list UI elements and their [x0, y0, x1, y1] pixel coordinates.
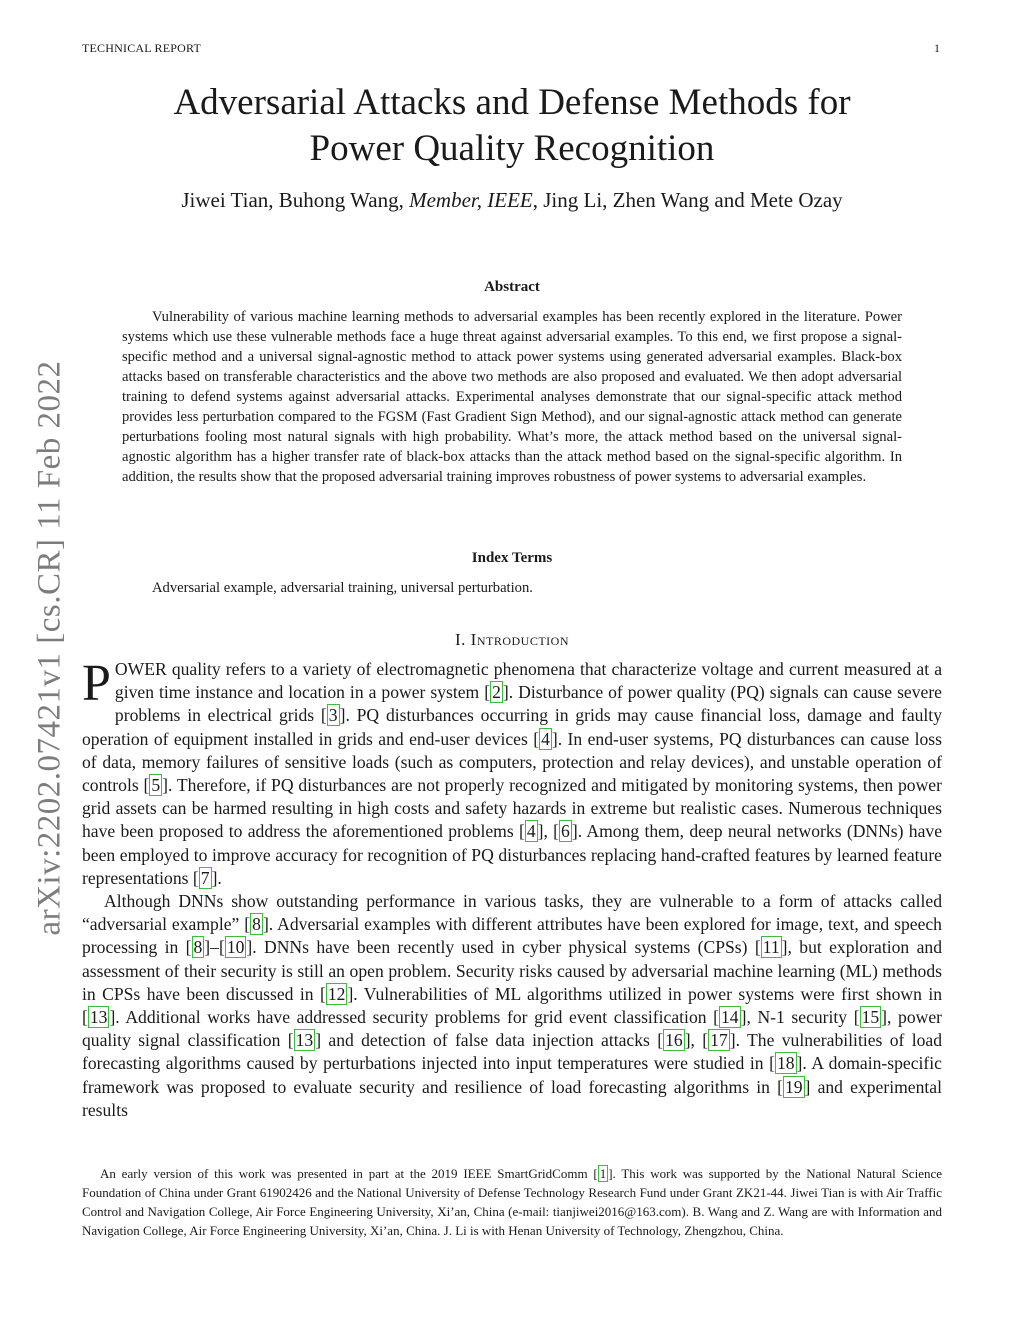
authors-part-1: Jiwei Tian, Buhong Wang, — [181, 188, 410, 212]
citation-link[interactable]: 14 — [721, 1007, 739, 1028]
intro-paragraph-1 — [82, 655, 943, 890]
citation-link[interactable]: 15 — [861, 1007, 880, 1028]
drop-cap: P — [82, 655, 111, 712]
paragraph-text: ], but exploration and assessment of their security is still an open problem. Security risks caused by adversarial machine learning (ML) methods in CPSs have been discussed in [ — [82, 937, 942, 1004]
citation-link[interactable]: 6 — [561, 821, 570, 842]
footnote-text-1: An early version of this work was presented in part at the 2019 IEEE SmartGridComm [ — [100, 1166, 598, 1181]
citation-link[interactable]: 2 — [492, 682, 501, 703]
citation-link[interactable]: 11 — [762, 937, 780, 958]
section-number: I. — [455, 630, 471, 649]
paragraph-text: ]. Adversarial examples with different attributes have been explored for image, text, and speech processing in [ — [82, 914, 942, 958]
arxiv-identifier: arXiv:2202.07421v1 [cs.CR] 11 Feb 2022 — [31, 360, 68, 936]
citation-link[interactable]: 16 — [665, 1030, 683, 1051]
paragraph-text: ]. Therefore, if PQ disturbances are not properly recognized and mitigated by monitoring systems, then power grid assets can be harmed resulting in high costs and safety hazards in extreme but realistic cases. Numerous techniques have been proposed to address the aforementioned problems [ — [82, 775, 942, 842]
title-line-1: Adversarial Attacks and Defense Methods for — [173, 82, 851, 123]
abstract-heading: Abstract — [484, 279, 540, 295]
intro-paragraph-2 — [82, 890, 942, 1122]
citation-link[interactable]: 10 — [226, 937, 245, 958]
paragraph-text: ]. Additional works have addressed security problems for grid event classification [ — [109, 1007, 719, 1028]
paragraph-text: ]. A domain-specific framework was proposed to evaluate security and resilience of load forecasting algorithms in [ — [82, 1053, 942, 1097]
paragraph-text: ]. The vulnerabilities of load forecasting algorithms caused by perturbations injected into input temperatures were studied in [ — [82, 1030, 942, 1074]
index-terms-text: Adversarial example, adversarial training, universal perturbation. — [152, 580, 533, 596]
citation-link[interactable]: 8 — [252, 914, 261, 935]
authors-membership: Member, IEEE — [409, 188, 533, 212]
paragraph-text: ]. Among them, deep neural networks (DNNs) have been employed to improve accuracy for recognition of PQ disturbances replacing hand-crafted features by learned feature representations [ — [82, 821, 943, 888]
paragraph-text: ]. — [211, 867, 222, 888]
title-line-2: Power Quality Recognition — [309, 128, 715, 169]
citation-link[interactable]: 4 — [541, 728, 550, 749]
paragraph-text: ] and experimental results — [82, 1076, 942, 1120]
author-list — [82, 188, 942, 213]
paragraph-text: ] and detection of false data injection attacks [ — [315, 1030, 664, 1051]
paragraph-text: ]. Vulnerabilities of ML algorithms utilized in power systems were first shown in [ — [82, 983, 942, 1028]
introduction-body — [82, 655, 943, 1122]
citation-link[interactable]: 8 — [193, 937, 203, 958]
citation-link[interactable]: 13 — [295, 1030, 314, 1051]
index-terms-heading: Index Terms — [471, 550, 553, 566]
paragraph-text: ]. PQ disturbances occurring in grids may cause financial loss, damage and faulty operation of equipment installed in grids and end-user devices [ — [82, 705, 942, 749]
paragraph-text: Although DNNs show outstanding performance in various tasks, they are vulnerable to a form of attacks called “adversarial example” [ — [82, 891, 942, 935]
footnote — [82, 1164, 942, 1240]
citation-link[interactable]: 1 — [599, 1166, 607, 1181]
citation-link[interactable]: 18 — [776, 1053, 795, 1074]
section-heading — [82, 630, 942, 650]
citation-link[interactable]: 17 — [710, 1030, 728, 1051]
paragraph-text: ]. In end-user systems, PQ disturbances can cause loss of data, memory failures of sensitive loads (such as computers, protection and relay devices), and unstable operation of controls [ — [82, 728, 943, 796]
citation-link[interactable]: 4 — [526, 821, 536, 842]
citation-link[interactable]: 13 — [89, 1007, 108, 1028]
paragraph-text: ], N-1 security [ — [740, 1007, 860, 1028]
paragraph-text: OWER quality refers to a variety of electromagnetic phenomena that characterize voltage and current measured at a given time instance and location in a power system [ — [114, 659, 942, 703]
citation-link[interactable]: 3 — [328, 705, 338, 726]
citation-link[interactable]: 19 — [784, 1076, 803, 1097]
paragraph-text: ]. DNNs have been recently used in cyber physical systems (CPSs) [ — [246, 937, 761, 958]
citation-link[interactable]: 5 — [151, 775, 161, 796]
footnote-text-2: ]. This work was supported by the National Natural Science Foundation of China under Grant 61902426 and the National University of Defense Technology Research Fund under Grant ZK21-44. Jiwei Tian is with Air Traffic Control and Navigation College, Air Force Engineering University, Xi’an, China (e-mail: tianjiwei2016@163.com). B. Wang and Z. Wang are with Information and Navigation College, Air Force Engineering University, Xi’an, China. J. Li is with Henan University of Technology, Zhengzhou, China. — [82, 1166, 942, 1238]
citation-link[interactable]: 12 — [327, 983, 346, 1004]
paragraph-text: ], [ — [684, 1030, 709, 1051]
citation-link[interactable]: 7 — [200, 867, 210, 888]
paper-title — [82, 80, 942, 172]
section-title: Introduction — [470, 630, 569, 649]
paragraph-text: ], [ — [537, 821, 560, 842]
paragraph-text: ]. Disturbance of power quality (PQ) signals can cause severe problems in electrical grids [ — [114, 682, 942, 726]
abstract-text: Vulnerability of various machine learning methods to adversarial examples has been recently explored in the literature. Power systems which use these vulnerable methods face a huge threat against adversarial examples. To this end, we first propose a signal-specific method and a universal signal-agnostic method to attack power systems using generated adversarial examples. Black-box attacks based on transferable characteristics and the above two methods are also proposed and evaluated. We then adopt adversarial training to defend systems against adversarial attacks. Experimental analyses demonstrate that our signal-specific attack method provides less perturbation compared to the FGSM (Fast Gradient Sign Method), and our signal-agnostic attack method can generate perturbations fooling most natural signals with high probability. What’s more, the attack method based on the universal signal-agnostic algorithm has a higher transfer rate of black-box attacks than the attack method based on the signal-specific algorithm. In addition, the results show that the proposed adversarial training improves robustness of power systems to adversarial examples. — [122, 309, 902, 485]
paragraph-text: ]–[ — [204, 937, 225, 958]
paragraph-text: ], power quality signal classification [ — [82, 1007, 942, 1051]
page-number: 1 — [934, 41, 940, 55]
running-header: TECHNICAL REPORT — [82, 41, 202, 55]
authors-part-2: , Jing Li, Zhen Wang and Mete Ozay — [532, 188, 843, 212]
